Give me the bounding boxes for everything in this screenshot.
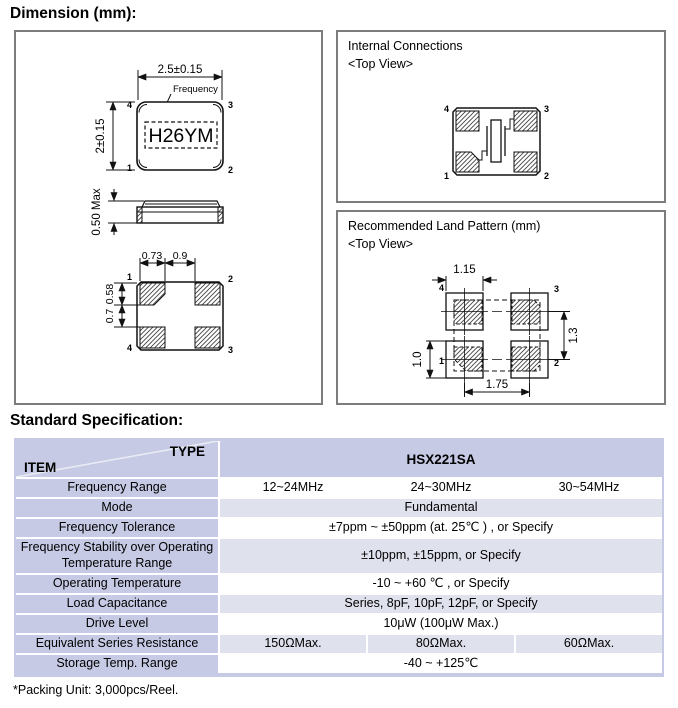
pad-2 (514, 152, 537, 172)
width-dimension-label: 2.5±0.15 (157, 64, 203, 76)
pin-number: 4 (126, 100, 132, 110)
vertical-pitch-dimension-label: 1.3 (568, 327, 580, 344)
dimension-diagram-box (14, 30, 323, 405)
spec-item-cell: Frequency Stability over Operating Temperature Range (16, 539, 218, 573)
land-height-dimension-label: 1.0 (412, 351, 424, 368)
internal-connections-panel (336, 30, 666, 203)
horizontal-pitch-dimension-label: 1.75 (485, 379, 509, 391)
packing-note: *Packing Unit: 3,000pcs/Reel. (13, 683, 179, 697)
bottom-view-drawing (104, 250, 233, 355)
pin-number: 1 (443, 171, 449, 181)
spec-item-cell: Storage Temp. Range (16, 655, 218, 673)
projected-package-pads (454, 300, 540, 371)
spec-item-cell: Frequency Range (16, 479, 218, 497)
pad-4 (140, 327, 165, 348)
land-width-dimension-label: 1.15 (453, 264, 476, 276)
marking-text: H26YM (148, 125, 214, 147)
pin-number: 1 (126, 272, 132, 282)
spec-value-cell: ±10ppm, ±15ppm, or Specify (220, 539, 662, 573)
internal-connections-title: Internal Connections (348, 39, 463, 53)
pad-height-dimension-label: 0.58 (104, 283, 116, 305)
pad-vgap-dimension-label: 0.7 (104, 308, 116, 324)
pin-number: 3 (544, 104, 550, 114)
spec-item-cell: Frequency Tolerance (16, 519, 218, 537)
spec-item-cell: Load Capacitance (16, 595, 218, 613)
frequency-label: Frequency (173, 84, 218, 95)
spec-value-cell: 150ΩMax. (220, 635, 366, 653)
pad-4 (456, 111, 479, 131)
side-view-drawing (91, 188, 223, 236)
pin-number: 3 (228, 345, 234, 355)
spec-value-row (220, 479, 662, 497)
spec-section-title: Standard Specification: (10, 412, 184, 429)
pad-3 (195, 327, 220, 348)
land-pattern-panel (336, 210, 666, 405)
spec-item-cell: Drive Level (16, 615, 218, 633)
spec-value-cell: Fundamental (220, 499, 662, 517)
spec-value-cell: -10 ~ +60 ℃ , or Specify (220, 575, 662, 593)
pin-number: 3 (554, 284, 560, 294)
pad-gap-dimension-label: 0.9 (172, 250, 188, 262)
dimension-section-title: Dimension (mm): (10, 5, 137, 22)
spec-value-cell: 80ΩMax. (368, 635, 514, 653)
spec-value-cell: 10μW (100μW Max.) (220, 615, 662, 633)
pin-number: 2 (554, 358, 560, 368)
item-header-label: ITEM (24, 460, 57, 475)
pad-width-dimension-label: 0.73 (141, 250, 163, 262)
spec-value-cell: 60ΩMax. (516, 635, 662, 653)
land-pattern-subtitle: <Top View> (348, 237, 414, 252)
pad-3 (514, 111, 537, 131)
package-dimension-drawing (16, 32, 321, 403)
thickness-dimension-label: 0.50 Max (91, 188, 103, 236)
spec-item-cell: Operating Temperature (16, 575, 218, 593)
spec-item-cell: Mode (16, 499, 218, 517)
spec-value-cell: 30~54MHz (516, 479, 662, 497)
pin-number: 1 (438, 356, 444, 366)
pin-number: 4 (126, 343, 132, 353)
table-corner-header (16, 441, 218, 477)
spec-value-cell: ±7ppm ~ ±50ppm (at. 25℃ ) , or Specify (220, 519, 662, 537)
pin-number: 1 (126, 163, 132, 173)
pin-number: 3 (228, 100, 234, 110)
internal-connections-subtitle: <Top View> (348, 57, 414, 72)
spec-value-row (220, 635, 662, 653)
pin-number: 2 (228, 274, 234, 284)
spec-table (14, 438, 664, 677)
land-pattern-title: Recommended Land Pattern (mm) (348, 219, 541, 233)
height-dimension-label: 2±0.15 (95, 118, 107, 154)
pad-2 (195, 283, 220, 305)
pin-number: 4 (443, 104, 449, 114)
type-header-label: TYPE (169, 444, 205, 459)
spec-value-cell: 24~30MHz (368, 479, 514, 497)
spec-item-cell: Equivalent Series Resistance (16, 635, 218, 653)
type-value-header: HSX221SA (220, 441, 662, 477)
pin-number: 4 (438, 283, 444, 293)
spec-value-cell: -40 ~ +125℃ (220, 655, 662, 673)
spec-value-cell: Series, 8pF, 10pF, 12pF, or Specify (220, 595, 662, 613)
pin-number: 2 (228, 165, 234, 175)
pin-number: 2 (544, 171, 550, 181)
spec-value-cell: 12~24MHz (220, 479, 366, 497)
